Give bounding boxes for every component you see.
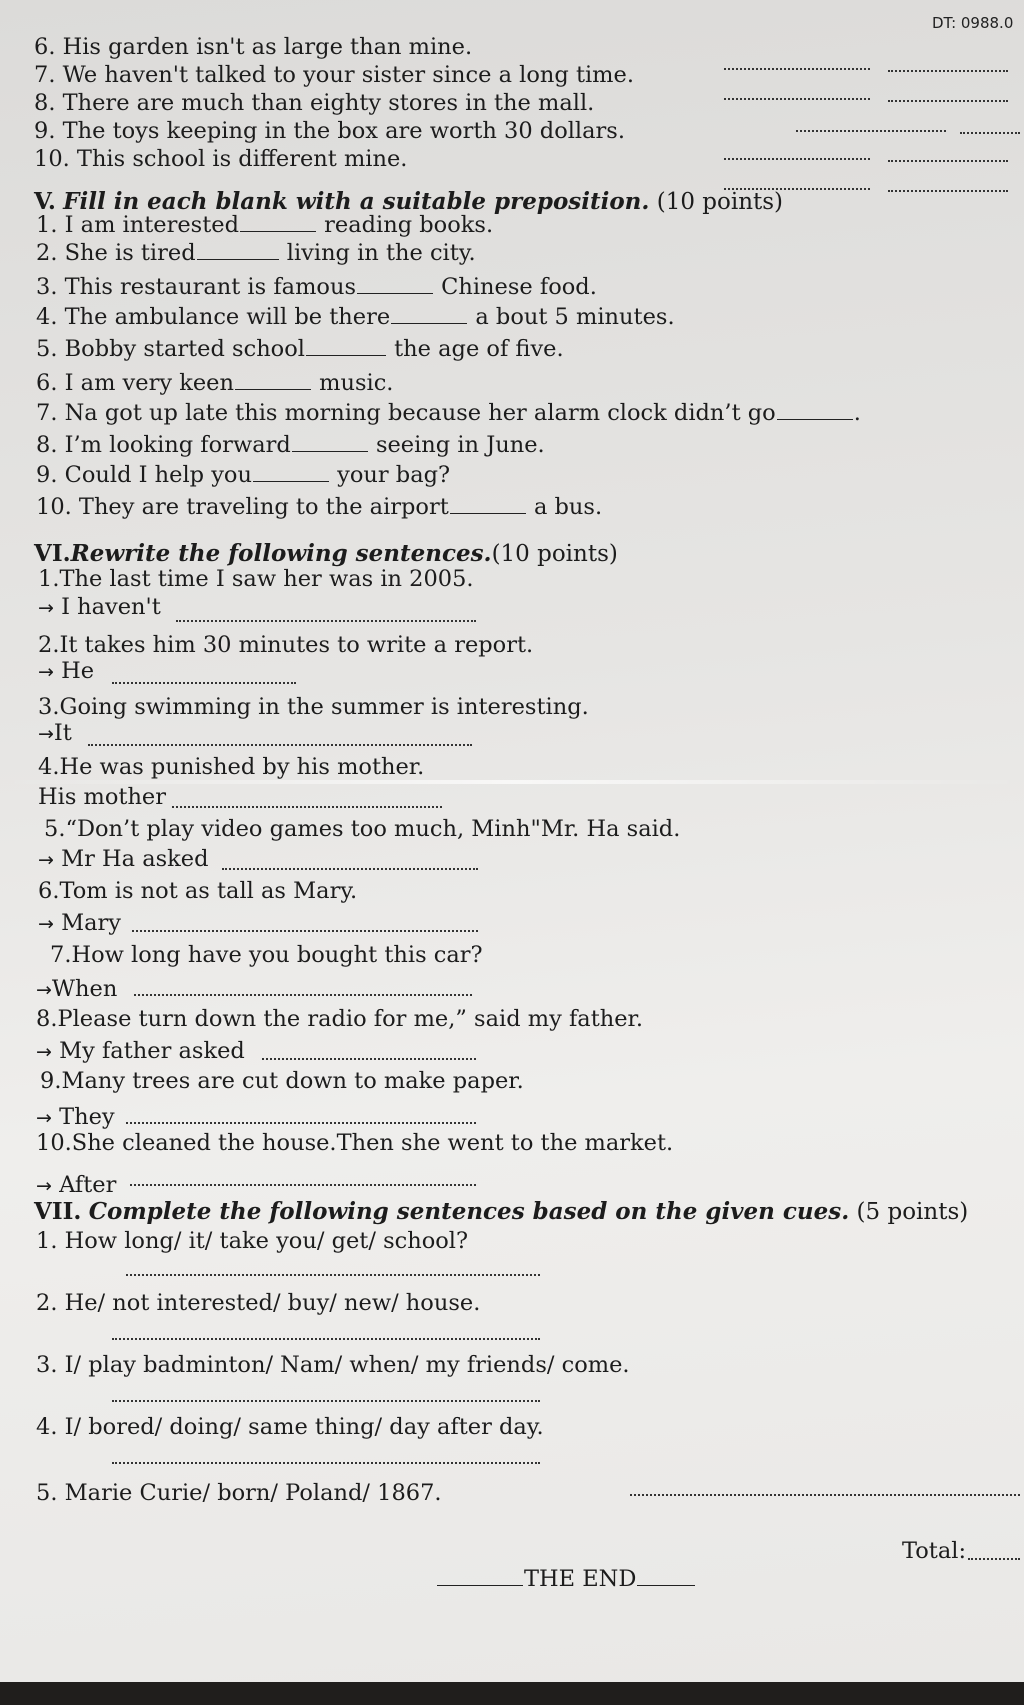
total-label: Total: — [902, 1538, 967, 1564]
rewrite-sentence-10: 10.She cleaned the house.Then she went to the market. — [36, 1130, 674, 1156]
rewrite-sentence-6: 6.Tom is not as tall as Mary. — [38, 878, 358, 904]
prep-item-3: 3. This restaurant is famous Chinese food. — [36, 274, 597, 300]
rewrite-sentence-4: 4.He was punished by his mother. — [38, 754, 425, 780]
rewrite-answer-5: → Mr Ha asked — [38, 846, 209, 872]
prep-item-8: 8. I’m looking forward seeing in June. — [36, 432, 545, 458]
rewrite-answer-8: → My father asked — [36, 1038, 245, 1064]
answer-line[interactable] — [888, 190, 1008, 192]
answer-line[interactable] — [222, 868, 478, 870]
answer-line[interactable] — [88, 744, 472, 746]
error-item-7: 7. We haven't talked to your sister since a long time. — [34, 62, 634, 88]
cue-item-5: 5. Marie Curie/ born/ Poland/ 1867. — [36, 1480, 442, 1506]
section-vi-title: VI.Rewrite the following sentences.(10 points) — [34, 540, 618, 567]
answer-line[interactable] — [888, 70, 1008, 72]
end-marker: THE END — [436, 1568, 696, 1591]
prep-item-7: 7. Na got up late this morning because her alarm clock didn’t go . — [36, 400, 861, 426]
answer-line[interactable] — [796, 130, 946, 132]
rewrite-sentence-9: 9.Many trees are cut down to make paper. — [40, 1068, 524, 1094]
answer-line[interactable] — [888, 160, 1008, 162]
section-vii-title: VII. Complete the following sentences based on the given cues. (5 points) — [34, 1198, 969, 1225]
rewrite-answer-4: His mother — [38, 784, 167, 810]
rewrite-answer-10: → After — [36, 1172, 117, 1198]
rewrite-answer-6: → Mary — [38, 910, 121, 936]
rewrite-sentence-8: 8.Please turn down the radio for me,” said my father. — [36, 1006, 643, 1032]
section-v-title: V. Fill in each blank with a suitable preposition. (10 points) — [34, 188, 784, 215]
answer-line[interactable] — [126, 1274, 540, 1276]
answer-line[interactable] — [134, 994, 472, 996]
rewrite-answer-7: →When — [36, 976, 118, 1002]
error-item-8: 8. There are much than eighty stores in the mall. — [34, 90, 595, 116]
answer-line[interactable] — [132, 930, 478, 932]
rewrite-sentence-3: 3.Going swimming in the summer is interesting. — [38, 694, 589, 720]
prep-item-2: 2. She is tired living in the city. — [36, 240, 476, 266]
prep-item-5: 5. Bobby started school the age of five. — [36, 336, 564, 362]
header-code: DT: 0988.0 — [932, 14, 1014, 32]
rewrite-answer-2: → He — [38, 658, 95, 684]
answer-line[interactable] — [262, 1058, 476, 1060]
prep-item-9: 9. Could I help you your bag? — [36, 462, 451, 488]
answer-line[interactable] — [172, 806, 442, 808]
rewrite-answer-1: → I haven't — [38, 594, 161, 620]
cue-item-4: 4. I/ bored/ doing/ same thing/ day after day. — [36, 1414, 544, 1440]
answer-line[interactable] — [112, 1462, 540, 1464]
error-item-6: 6. His garden isn't as large than mine. — [34, 34, 473, 60]
answer-line[interactable] — [126, 1122, 476, 1124]
rewrite-sentence-1: 1.The last time I saw her was in 2005. — [38, 566, 474, 592]
prep-item-6: 6. I am very keen music. — [36, 370, 394, 396]
rewrite-sentence-5: 5.“Don’t play video games too much, Minh"Mr. Ha said. — [44, 816, 681, 842]
prep-item-1: 1. I am interested reading books. — [36, 212, 494, 238]
answer-line[interactable] — [130, 1184, 476, 1186]
answer-line[interactable] — [960, 132, 1020, 134]
prep-item-10: 10. They are traveling to the airport a bus. — [36, 494, 603, 520]
answer-line[interactable] — [724, 98, 870, 100]
table-surface — [0, 1682, 1024, 1705]
answer-line[interactable] — [630, 1494, 1020, 1496]
cue-item-2: 2. He/ not interested/ buy/ new/ house. — [36, 1290, 481, 1316]
rewrite-sentence-7: 7.How long have you bought this car? — [50, 942, 483, 968]
answer-line[interactable] — [112, 682, 296, 684]
answer-line[interactable] — [112, 1338, 540, 1340]
answer-line[interactable] — [724, 68, 870, 70]
cue-item-1: 1. How long/ it/ take you/ get/ school? — [36, 1228, 469, 1254]
answer-line[interactable] — [112, 1400, 540, 1402]
answer-line[interactable] — [176, 620, 476, 622]
total-answer-line[interactable] — [968, 1558, 1020, 1560]
answer-line[interactable] — [724, 158, 870, 160]
rewrite-answer-9: → They — [36, 1104, 115, 1130]
error-item-10: 10. This school is different mine. — [34, 146, 408, 172]
prep-item-4: 4. The ambulance will be there a bout 5 minutes. — [36, 304, 675, 330]
answer-line[interactable] — [888, 100, 1008, 102]
rewrite-answer-3: →It — [38, 720, 72, 746]
error-item-9: 9. The toys keeping in the box are worth 30 dollars. — [34, 118, 625, 144]
rewrite-sentence-2: 2.It takes him 30 minutes to write a report. — [38, 632, 534, 658]
cue-item-3: 3. I/ play badminton/ Nam/ when/ my friends/ come. — [36, 1352, 630, 1378]
